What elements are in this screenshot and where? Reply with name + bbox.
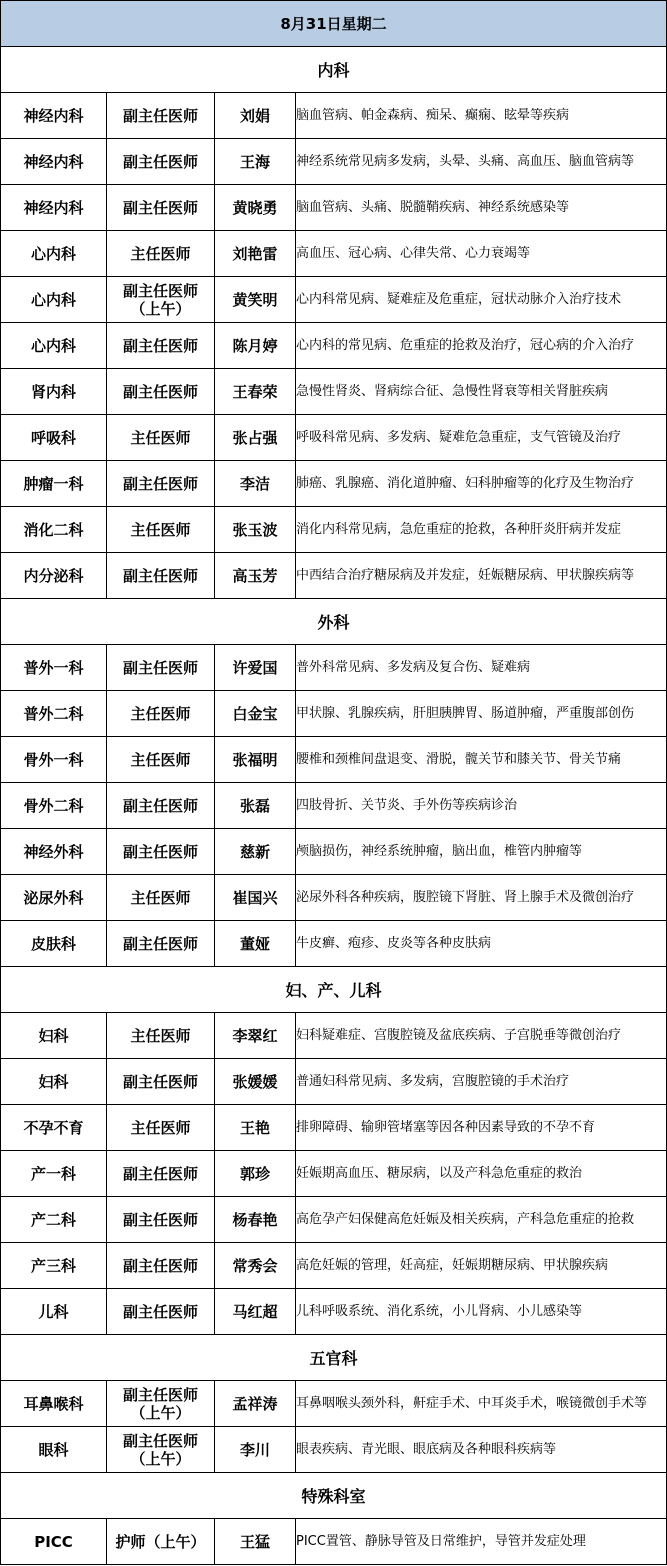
department-cell: 普外二科 xyxy=(1,691,107,737)
specialty-cell: 呼吸科常见病、多发病、疑难危急重症，支气管镜及治疗 xyxy=(296,415,667,461)
doctor-title: 副主任医师 xyxy=(122,934,198,953)
table-row xyxy=(1,1013,667,1059)
table-row xyxy=(1,691,667,737)
doctor-name-cell: 张福明 xyxy=(215,737,296,783)
title-cell xyxy=(107,1519,215,1565)
specialty-cell: 儿科呼吸系统、消化系统，小儿肾病、小儿感染等 xyxy=(296,1289,667,1335)
section-header-row xyxy=(1,1473,667,1519)
department-cell: 产二科 xyxy=(1,1197,107,1243)
specialty-cell: 牛皮癣、疱疹、皮炎等各种皮肤病 xyxy=(296,921,667,967)
table-row xyxy=(1,921,667,967)
section-title: 妇、产、儿科 xyxy=(1,967,667,1013)
section-title: 内科 xyxy=(1,47,667,93)
doctor-name-cell: 张磊 xyxy=(215,783,296,829)
table-row xyxy=(1,737,667,783)
department-cell: 眼科 xyxy=(1,1427,107,1473)
doctor-name-cell: 李川 xyxy=(215,1427,296,1473)
specialty-cell: 妊娠期高血压、糖尿病，以及产科急危重症的救治 xyxy=(296,1151,667,1197)
specialty-cell: 颅脑损伤，神经系统肿瘤，脑出血，椎管内肿瘤等 xyxy=(296,829,667,875)
doctor-title: 副主任医师 xyxy=(122,1431,198,1450)
department-cell: 耳鼻喉科 xyxy=(1,1381,107,1427)
department-cell: 神经外科 xyxy=(1,829,107,875)
doctor-name-cell: 慈新 xyxy=(215,829,296,875)
table-row xyxy=(1,645,667,691)
doctor-name-cell: 许爱国 xyxy=(215,645,296,691)
table-row xyxy=(1,829,667,875)
department-cell: 皮肤科 xyxy=(1,921,107,967)
doctor-title: 副主任医师 xyxy=(122,1210,198,1229)
specialty-cell: 排卵障碍、输卵管堵塞等因各种因素导致的不孕不育 xyxy=(296,1105,667,1151)
table-row xyxy=(1,1105,667,1151)
table-row xyxy=(1,369,667,415)
section-header-row xyxy=(1,599,667,645)
section-header-row xyxy=(1,47,667,93)
specialty-cell: 肺癌、乳腺癌、消化道肿瘤、妇科肿瘤等的化疗及生物治疗 xyxy=(296,461,667,507)
title-cell xyxy=(107,507,215,553)
department-cell: 神经内科 xyxy=(1,139,107,185)
department-cell: 妇科 xyxy=(1,1013,107,1059)
department-cell: 泌尿外科 xyxy=(1,875,107,921)
department-cell: 神经内科 xyxy=(1,185,107,231)
doctor-title: 主任医师 xyxy=(130,1026,191,1045)
doctor-name-cell: 常秀会 xyxy=(215,1243,296,1289)
department-cell: 骨外二科 xyxy=(1,783,107,829)
doctor-title: 副主任医师 xyxy=(122,1164,198,1183)
doctor-name-cell: 崔国兴 xyxy=(215,875,296,921)
specialty-cell: 脑血管病、帕金森病、痴呆、癫痫、眩晕等疾病 xyxy=(296,93,667,139)
doctor-name-cell: 王艳 xyxy=(215,1105,296,1151)
department-cell: 心内科 xyxy=(1,277,107,323)
specialty-cell: 心内科常见病、疑难症及危重症，冠状动脉介入治疗技术 xyxy=(296,277,667,323)
title-cell xyxy=(107,1059,215,1105)
specialty-cell: 神经系统常见病多发病，头晕、头痛、高血压、脑血管病等 xyxy=(296,139,667,185)
doctor-title: 主任医师 xyxy=(130,704,191,723)
table-row xyxy=(1,783,667,829)
specialty-cell: 急慢性肾炎、肾病综合征、急慢性肾衰等相关肾脏疾病 xyxy=(296,369,667,415)
department-cell: 神经内科 xyxy=(1,93,107,139)
doctor-name-cell: 高玉芳 xyxy=(215,553,296,599)
table-row xyxy=(1,1151,667,1197)
title-cell xyxy=(107,1013,215,1059)
doctor-title: 副主任医师 xyxy=(122,198,198,217)
table-row xyxy=(1,1197,667,1243)
title-cell xyxy=(107,783,215,829)
specialty-cell: 心内科的常见病、危重症的抢救及治疗，冠心病的介入治疗 xyxy=(296,323,667,369)
date-header-row xyxy=(1,1,667,47)
title-cell xyxy=(107,461,215,507)
specialty-cell: 妇科疑难症、宫腹腔镜及盆底疾病、子宫脱垂等微创治疗 xyxy=(296,1013,667,1059)
table-row xyxy=(1,1243,667,1289)
title-cell xyxy=(107,829,215,875)
title-cell xyxy=(107,1427,215,1473)
doctor-name-cell: 刘艳雷 xyxy=(215,231,296,277)
doctor-name-cell: 张占强 xyxy=(215,415,296,461)
doctor-title: 副主任医师 xyxy=(122,1302,198,1321)
doctor-name-cell: 郭珍 xyxy=(215,1151,296,1197)
title-cell xyxy=(107,139,215,185)
table-row xyxy=(1,231,667,277)
department-cell: 肿瘤一科 xyxy=(1,461,107,507)
table-row xyxy=(1,1519,667,1565)
doctor-title: 副主任医师 xyxy=(122,796,198,815)
specialty-cell: 甲状腺、乳腺疾病，肝胆胰脾胃、肠道肿瘤，严重腹部创伤 xyxy=(296,691,667,737)
section-title: 五官科 xyxy=(1,1335,667,1381)
specialty-cell: 泌尿外科各种疾病，腹腔镜下肾脏、肾上腺手术及微创治疗 xyxy=(296,875,667,921)
table-row xyxy=(1,1427,667,1473)
doctor-name-cell: 王春荣 xyxy=(215,369,296,415)
doctor-name-cell: 王海 xyxy=(215,139,296,185)
session-note: （上午） xyxy=(130,1403,191,1422)
table-row xyxy=(1,415,667,461)
doctor-name-cell: 张玉波 xyxy=(215,507,296,553)
table-row xyxy=(1,875,667,921)
doctor-title: 副主任医师 xyxy=(122,382,198,401)
doctor-name-cell: 张媛媛 xyxy=(215,1059,296,1105)
title-cell xyxy=(107,93,215,139)
title-cell xyxy=(107,645,215,691)
department-cell: 消化二科 xyxy=(1,507,107,553)
doctor-name-cell: 陈月婷 xyxy=(215,323,296,369)
title-cell xyxy=(107,1381,215,1427)
title-cell xyxy=(107,231,215,277)
title-cell xyxy=(107,415,215,461)
section-title: 特殊科室 xyxy=(1,1473,667,1519)
doctor-title: 副主任医师 xyxy=(122,106,198,125)
specialty-cell: 消化内科常见病，急危重症的抢救，各种肝炎肝病并发症 xyxy=(296,507,667,553)
title-cell xyxy=(107,1243,215,1289)
specialty-cell: 眼表疾病、青光眼、眼底病及各种眼科疾病等 xyxy=(296,1427,667,1473)
department-cell: 肾内科 xyxy=(1,369,107,415)
section-title: 外科 xyxy=(1,599,667,645)
doctor-name-cell: 黄晓勇 xyxy=(215,185,296,231)
specialty-cell: 高危孕产妇保健高危妊娠及相关疾病，产科急危重症的抢救 xyxy=(296,1197,667,1243)
doctor-name-cell: 王猛 xyxy=(215,1519,296,1565)
department-cell: 心内科 xyxy=(1,231,107,277)
doctor-name-cell: 刘娟 xyxy=(215,93,296,139)
doctor-title: 主任医师 xyxy=(130,244,191,263)
table-row xyxy=(1,277,667,323)
specialty-cell: 耳鼻咽喉头颈外科，鼾症手术、中耳炎手术，喉镜微创手术等 xyxy=(296,1381,667,1427)
specialty-cell: 普通妇科常见病、多发病，宫腹腔镜的手术治疗 xyxy=(296,1059,667,1105)
table-row xyxy=(1,1381,667,1427)
date-header: 8月31日星期二 xyxy=(1,1,667,47)
title-cell xyxy=(107,921,215,967)
department-cell: 呼吸科 xyxy=(1,415,107,461)
department-cell: 内分泌科 xyxy=(1,553,107,599)
doctor-title: 副主任医师 xyxy=(122,1072,198,1091)
doctor-name-cell: 杨春艳 xyxy=(215,1197,296,1243)
specialty-cell: 脑血管病、头痛、脱髓鞘疾病、神经系统感染等 xyxy=(296,185,667,231)
doctor-title: 副主任医师 xyxy=(122,1385,198,1404)
doctor-name-cell: 李翠红 xyxy=(215,1013,296,1059)
doctor-title: 副主任医师 xyxy=(122,566,198,585)
department-cell: 妇科 xyxy=(1,1059,107,1105)
section-header-row xyxy=(1,967,667,1013)
title-cell xyxy=(107,553,215,599)
title-cell xyxy=(107,1105,215,1151)
department-cell: PICC xyxy=(1,1519,107,1565)
table-row xyxy=(1,139,667,185)
department-cell: 不孕不育 xyxy=(1,1105,107,1151)
specialty-cell: 腰椎和颈椎间盘退变、滑脱，髋关节和膝关节、骨关节痛 xyxy=(296,737,667,783)
title-cell xyxy=(107,185,215,231)
department-cell: 心内科 xyxy=(1,323,107,369)
department-cell: 产一科 xyxy=(1,1151,107,1197)
specialty-cell: 高危妊娠的管理，妊高症，妊娠期糖尿病、甲状腺疾病 xyxy=(296,1243,667,1289)
doctor-title: 副主任医师 xyxy=(122,1256,198,1275)
table-row xyxy=(1,323,667,369)
doctor-title: 副主任医师 xyxy=(122,842,198,861)
department-cell: 骨外一科 xyxy=(1,737,107,783)
doctor-name-cell: 黄笑明 xyxy=(215,277,296,323)
doctor-title: 副主任医师 xyxy=(122,658,198,677)
doctor-title: 副主任医师 xyxy=(122,336,198,355)
department-cell: 产三科 xyxy=(1,1243,107,1289)
title-cell xyxy=(107,875,215,921)
table-row xyxy=(1,553,667,599)
doctor-title: 主任医师 xyxy=(130,520,191,539)
doctor-title: 副主任医师 xyxy=(122,152,198,171)
doctor-name-cell: 白金宝 xyxy=(215,691,296,737)
doctor-title: 主任医师 xyxy=(130,428,191,447)
doctor-title: 副主任医师 xyxy=(122,474,198,493)
title-cell xyxy=(107,323,215,369)
doctor-title: 主任医师 xyxy=(130,888,191,907)
table-row xyxy=(1,461,667,507)
table-row xyxy=(1,185,667,231)
department-cell: 普外一科 xyxy=(1,645,107,691)
doctor-name-cell: 马红超 xyxy=(215,1289,296,1335)
doctor-title: 主任医师 xyxy=(130,750,191,769)
doctor-name-cell: 孟祥涛 xyxy=(215,1381,296,1427)
specialty-cell: 四肢骨折、关节炎、手外伤等疾病诊治 xyxy=(296,783,667,829)
department-cell: 儿科 xyxy=(1,1289,107,1335)
specialty-cell: PICC置管、静脉导管及日常维护，导管并发症处理 xyxy=(296,1519,667,1565)
session-note: （上午） xyxy=(130,299,191,318)
doctor-name-cell: 李洁 xyxy=(215,461,296,507)
title-cell xyxy=(107,369,215,415)
schedule-body xyxy=(1,1,667,1565)
table-row xyxy=(1,93,667,139)
specialty-cell: 中西结合治疗糖尿病及并发症，妊娠糖尿病、甲状腺疾病等 xyxy=(296,553,667,599)
doctor-title: 护师（上午） xyxy=(115,1532,206,1551)
title-cell xyxy=(107,737,215,783)
doctor-title: 主任医师 xyxy=(130,1118,191,1137)
specialty-cell: 高血压、冠心病、心律失常、心力衰竭等 xyxy=(296,231,667,277)
title-cell xyxy=(107,691,215,737)
table-row xyxy=(1,1289,667,1335)
title-cell xyxy=(107,277,215,323)
title-cell xyxy=(107,1197,215,1243)
table-row xyxy=(1,1059,667,1105)
title-cell xyxy=(107,1289,215,1335)
specialty-cell: 普外科常见病、多发病及复合伤、疑难病 xyxy=(296,645,667,691)
doctor-name-cell: 董娅 xyxy=(215,921,296,967)
table-row xyxy=(1,507,667,553)
doctor-title: 副主任医师 xyxy=(122,281,198,300)
title-cell xyxy=(107,1151,215,1197)
session-note: （上午） xyxy=(130,1449,191,1468)
section-header-row xyxy=(1,1335,667,1381)
